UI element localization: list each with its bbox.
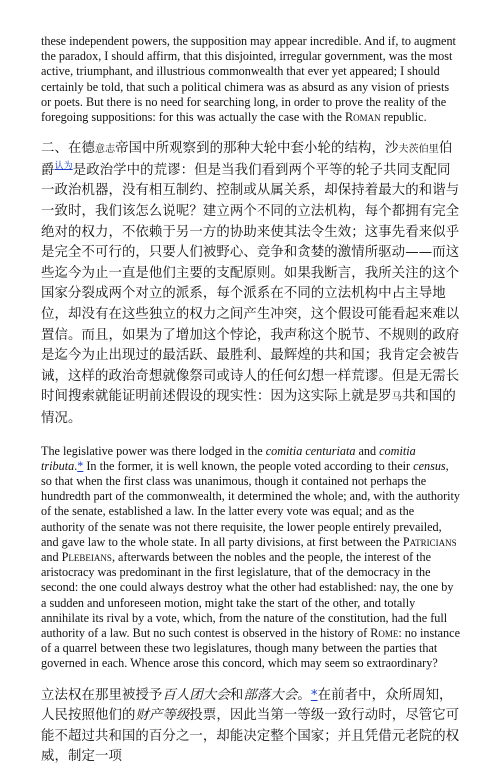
italic-text: 部落大会 [243, 687, 298, 703]
footnote-link[interactable]: * [77, 458, 84, 473]
italic-text: 财产等级 [135, 708, 190, 724]
translation-note-link[interactable]: 认为 [54, 161, 73, 172]
text: In the former, it is well known, the people voted according to their [83, 458, 414, 473]
italic-text: comitia centuriata [265, 443, 356, 458]
text: : no instance of a quarrel between these two legislatures, though many between the parties that governed in each. Whence arose this concord, which may seem so extraordinary? [41, 625, 460, 671]
small-text: 夫茨伯里 [398, 144, 439, 156]
text: 。 [297, 687, 311, 703]
text: 立法权在那里被授予 [41, 687, 163, 703]
text: these independent powers, the supposition may appear incredible. And if, to augment the paradox, I should affirm, that this disjointed, irregular government, was the most active, triumphant, and illustrious commonwealth that ever yet appeared; I should certainly be told, that such a political chimera was as absurd as any vision of priests or poets. But there is no need for searching long, in order to prove the reality of the foregoing suppositions: for this was actually the case with the [41, 34, 456, 125]
text: 在前者中，众所周知，人民按照他们的 [41, 687, 453, 724]
text: 共和国的情况。 [41, 389, 456, 426]
small-text: 马 [391, 392, 402, 404]
text: , so that when the first class was unanimous, though it contained not perhaps the hundredth part of the commonwealth, it determined the whole; and, with the authority of the senate, established a law. In the latter every vote was equal; and as the authority of the senate was not there requisite, the lower people entirely prevailed, and gave law to the whole state. In all party divisions, at first between the [41, 458, 461, 549]
text: 投票，因此当第一等级一致行动时，尽管它可能不超过共和国的百分之一，却能决定整个国家；并且凭借元老院的权威，制定一项 [41, 708, 460, 765]
small-text: 意志 [94, 144, 116, 156]
text: 帝国中所观察到的那种大轮中套小轮的结构，沙 [115, 141, 399, 157]
text: , afterwards between the nobles and the people, the interest of the aristocracy was predominant in the first legislature, that of the democracy in the second: the one could always destroy what the other had established: nay, the one by a sudden and unforeseen motion, might take the start of the other, and totally annihilate its rival by a vote, which, from the nature of the constitution, had the full authority of a law. But no such contest is observed in the history of [41, 549, 454, 640]
text: 和 [229, 687, 244, 703]
text: and [41, 549, 62, 564]
text: 是政治学中的荒谬：但是当我们看到两个平等的轮子共同支配同一政治机器，没有相互制约、控制或从属关系，却保持着最大的和谐与一致时，我们该怎么说呢？建立两个不同的立法机构，每个都拥有完全绝对的权力，不依赖于另一方的协助来使其法令生效；这事先看来似乎是完全不可行的，只要人们被野心、竞争和贪婪的激情所驱动——而这些迄今为止一直是他们主要的支配原则。如果我断言，我所关注的这个国家分裂成两个对立的派系，每个派系在不同的立法机构中占主导地位，却没有在这些独立的权力之间产生冲突，这个假设可能看起来难以置信。而且，如果为了增加这个悖论，我声称这个脱节、不规则的政府是迄今为止出现过的最活跃、最胜利、最辉煌的共和国；我肯定会被告诫，这样的政治奇想就像祭司或诗人的任何幻想一样荒谬。但是无需长时间搜索就能证明前述假设的现实性：因为这实际上就是罗 [41, 162, 460, 405]
english-paragraph-1 [41, 34, 460, 125]
italic-text: 百人团大会 [162, 687, 230, 703]
text: . [74, 458, 78, 473]
text: The legislative power was there lodged in the [41, 443, 266, 458]
small-caps-text: Patricians [402, 534, 457, 549]
italic-text: comitia tributa [41, 443, 416, 473]
footnote-link[interactable]: * [310, 687, 318, 703]
small-caps-text: Roman [344, 110, 381, 125]
italic-text: census [413, 458, 446, 473]
text: 伯爵 [41, 141, 453, 178]
small-caps-text: Plebeians [61, 549, 112, 564]
text: 二、在德 [41, 141, 95, 157]
small-caps-text: Rome [370, 625, 399, 640]
english-paragraph-2 [41, 444, 460, 672]
text: republic. [380, 110, 427, 125]
chinese-paragraph-2 [41, 686, 460, 768]
chinese-paragraph-1 [41, 139, 460, 429]
text: and [355, 443, 380, 458]
